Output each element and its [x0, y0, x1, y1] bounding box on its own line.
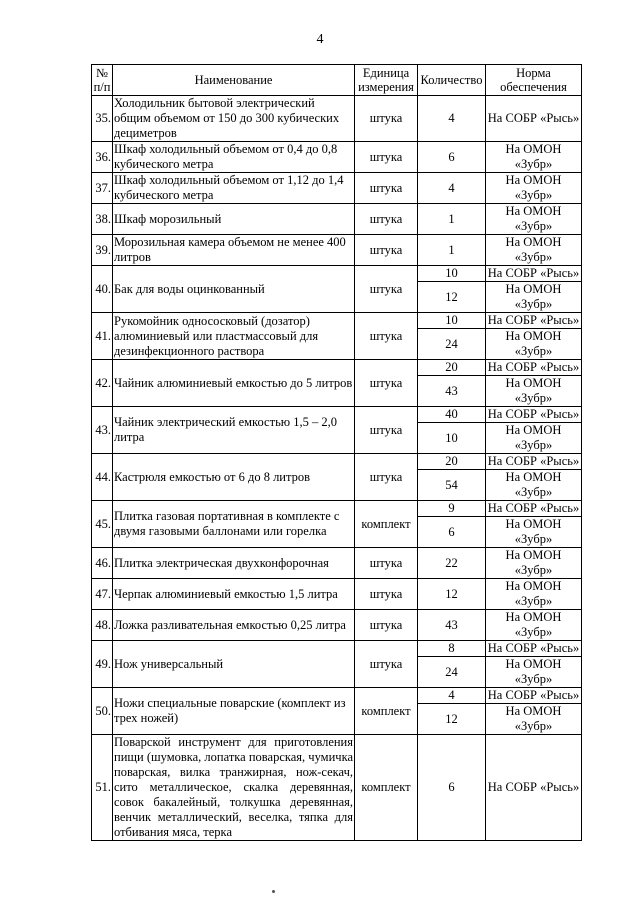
quantity: 4 [418, 688, 486, 704]
supply-norm: На СОБР «Рысь» [486, 735, 582, 841]
unit-of-measure: штука [355, 641, 418, 688]
quantity: 24 [418, 329, 486, 360]
supply-norm: На ОМОН «Зубр» [486, 548, 582, 579]
unit-of-measure: штука [355, 235, 418, 266]
table-row [92, 610, 582, 641]
table-row [92, 173, 582, 204]
row-number: 47. [92, 579, 113, 610]
supply-norm: На ОМОН «Зубр» [486, 173, 582, 204]
supply-norm: На СОБР «Рысь» [486, 688, 582, 704]
row-number: 38. [92, 204, 113, 235]
quantity: 20 [418, 360, 486, 376]
quantity: 12 [418, 579, 486, 610]
quantity: 43 [418, 376, 486, 407]
header-qty: Количество [418, 65, 486, 96]
quantity: 6 [418, 517, 486, 548]
table-body [92, 96, 582, 841]
supply-norm: На ОМОН «Зубр» [486, 204, 582, 235]
supply-norm: На СОБР «Рысь» [486, 454, 582, 470]
supply-norm: На ОМОН «Зубр» [486, 517, 582, 548]
unit-of-measure: штука [355, 407, 418, 454]
row-number: 35. [92, 96, 113, 142]
header-name: Наименование [113, 65, 355, 96]
supply-norm: На ОМОН «Зубр» [486, 657, 582, 688]
item-name: Бак для воды оцинкованный [113, 266, 355, 313]
table-row [92, 548, 582, 579]
quantity: 10 [418, 313, 486, 329]
row-number: 49. [92, 641, 113, 688]
quantity: 20 [418, 454, 486, 470]
quantity: 40 [418, 407, 486, 423]
quantity: 54 [418, 470, 486, 501]
item-name: Морозильная камера объемом не менее 400 литров [113, 235, 355, 266]
table-row [92, 641, 582, 657]
row-number: 51. [92, 735, 113, 841]
table-row [92, 688, 582, 704]
row-number: 48. [92, 610, 113, 641]
quantity: 12 [418, 282, 486, 313]
quantity: 10 [418, 266, 486, 282]
supply-norms-table [91, 64, 582, 841]
supply-norm: На ОМОН «Зубр» [486, 282, 582, 313]
supply-norm: На ОМОН «Зубр» [486, 376, 582, 407]
row-number: 46. [92, 548, 113, 579]
table-row [92, 579, 582, 610]
item-name: Чайник алюминиевый емкостью до 5 литров [113, 360, 355, 407]
table-row [92, 142, 582, 173]
supply-norm: На ОМОН «Зубр» [486, 329, 582, 360]
quantity: 1 [418, 235, 486, 266]
quantity: 9 [418, 501, 486, 517]
row-number: 40. [92, 266, 113, 313]
header-num: № п/п [92, 65, 113, 96]
quantity: 4 [418, 96, 486, 142]
supply-norm: На ОМОН «Зубр» [486, 142, 582, 173]
table-row [92, 313, 582, 329]
row-number: 50. [92, 688, 113, 735]
unit-of-measure: комплект [355, 688, 418, 735]
header-unit: Единица измерения [355, 65, 418, 96]
unit-of-measure: штука [355, 142, 418, 173]
supply-norm: На ОМОН «Зубр» [486, 235, 582, 266]
item-name: Плитка газовая портативная в комплекте с двумя газовыми баллонами или горелка [113, 501, 355, 548]
supply-norm: На ОМОН «Зубр» [486, 704, 582, 735]
supply-norm: На ОМОН «Зубр» [486, 423, 582, 454]
unit-of-measure: комплект [355, 501, 418, 548]
unit-of-measure: комплект [355, 735, 418, 841]
unit-of-measure: штука [355, 360, 418, 407]
table-row [92, 266, 582, 282]
quantity: 4 [418, 173, 486, 204]
row-number: 39. [92, 235, 113, 266]
quantity: 22 [418, 548, 486, 579]
page-number: 4 [316, 32, 324, 47]
item-name: Чайник электрический емкостью 1,5 – 2,0 литра [113, 407, 355, 454]
table-row [92, 407, 582, 423]
scan-dot [272, 890, 275, 893]
table-row [92, 360, 582, 376]
quantity: 6 [418, 735, 486, 841]
quantity: 8 [418, 641, 486, 657]
quantity: 24 [418, 657, 486, 688]
table-row [92, 204, 582, 235]
supply-norm: На СОБР «Рысь» [486, 266, 582, 282]
unit-of-measure: штука [355, 173, 418, 204]
item-name: Поварской инструмент для приготовления пищи (шумовка, лопатка поварская, чумичка поварская, вилка транжирная, нож-секач, сито металлическое, скалка деревянная, совок бакалейный, толкушка деревянная, венчик металлический, веселка, тяпка для отбивания мяса, терка [114, 735, 354, 839]
quantity: 6 [418, 142, 486, 173]
item-name: Холодильник бытовой электрический общим объемом от 150 до 300 кубических дециметров [113, 96, 355, 142]
item-name: Черпак алюминиевый емкостью 1,5 литра [113, 579, 355, 610]
supply-norm: На СОБР «Рысь» [486, 96, 582, 142]
unit-of-measure: штука [355, 204, 418, 235]
item-name: Нож универсальный [113, 641, 355, 688]
quantity: 1 [418, 204, 486, 235]
item-name: Шкаф холодильный объемом от 1,12 до 1,4 кубического метра [113, 173, 355, 204]
table-row [92, 96, 582, 142]
table-row [92, 235, 582, 266]
supply-norm: На СОБР «Рысь» [486, 501, 582, 517]
quantity: 10 [418, 423, 486, 454]
header-norm: Норма обеспечения [486, 65, 582, 96]
unit-of-measure: штука [355, 548, 418, 579]
unit-of-measure: штука [355, 266, 418, 313]
item-name: Рукомойник однососковый (дозатор) алюминиевый или пластмассовый для дезинфекционного раствора [113, 313, 355, 360]
row-number: 41. [92, 313, 113, 360]
table-header-row [92, 65, 582, 96]
unit-of-measure: штука [355, 96, 418, 142]
row-number: 44. [92, 454, 113, 501]
row-number: 42. [92, 360, 113, 407]
supply-norm: На СОБР «Рысь» [486, 313, 582, 329]
supply-norm: На СОБР «Рысь» [486, 641, 582, 657]
unit-of-measure: штука [355, 454, 418, 501]
supply-norm: На ОМОН «Зубр» [486, 579, 582, 610]
row-number: 45. [92, 501, 113, 548]
row-number: 43. [92, 407, 113, 454]
item-name: Шкаф холодильный объемом от 0,4 до 0,8 кубического метра [113, 142, 355, 173]
row-number: 37. [92, 173, 113, 204]
item-name: Плитка электрическая двухконфорочная [113, 548, 355, 579]
supply-norm: На ОМОН «Зубр» [486, 470, 582, 501]
quantity: 43 [418, 610, 486, 641]
unit-of-measure: штука [355, 313, 418, 360]
unit-of-measure: штука [355, 610, 418, 641]
item-name: Кастрюля емкостью от 6 до 8 литров [113, 454, 355, 501]
item-name: Ножи специальные поварские (комплект из трех ножей) [113, 688, 355, 735]
quantity: 12 [418, 704, 486, 735]
supply-norm: На СОБР «Рысь» [486, 407, 582, 423]
supply-norm: На ОМОН «Зубр» [486, 610, 582, 641]
item-name: Шкаф морозильный [113, 204, 355, 235]
table-row [92, 501, 582, 517]
row-number: 36. [92, 142, 113, 173]
table-row [92, 735, 582, 841]
item-name: Ложка разливательная емкостью 0,25 литра [113, 610, 355, 641]
unit-of-measure: штука [355, 579, 418, 610]
supply-norm: На СОБР «Рысь» [486, 360, 582, 376]
table-row [92, 454, 582, 470]
